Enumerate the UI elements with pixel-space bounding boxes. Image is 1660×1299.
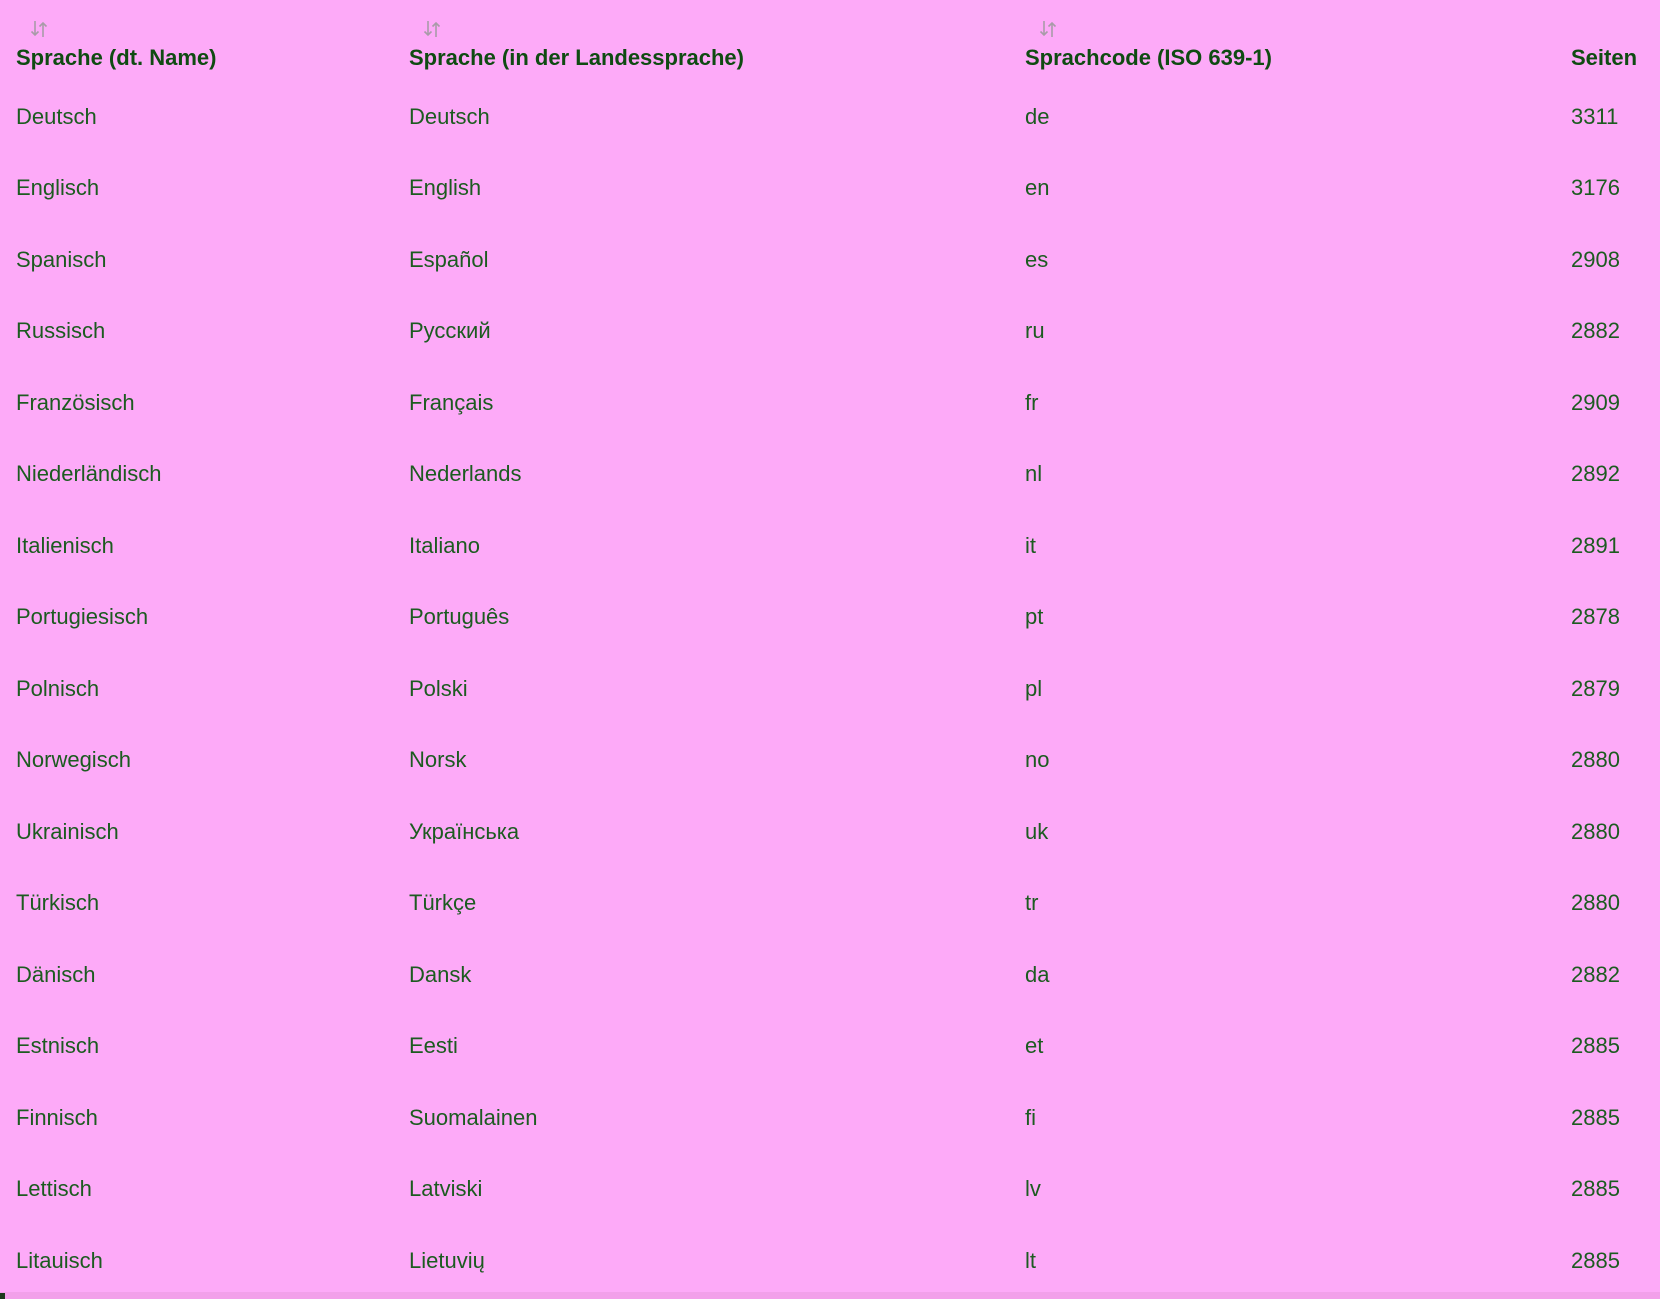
cell-language-german-name: Finnisch xyxy=(16,1104,98,1130)
table-row xyxy=(0,224,1660,296)
cell-pages: 2908 xyxy=(1571,246,1620,272)
table-row xyxy=(0,1082,1660,1154)
bottom-left-artifact xyxy=(0,1293,5,1299)
cell-language-native-name: Lietuvių xyxy=(409,1247,485,1273)
cell-pages: 2878 xyxy=(1571,604,1620,630)
cell-language-german-name: Russisch xyxy=(16,318,106,344)
cell-language-code: lv xyxy=(1025,1176,1041,1202)
cell-language-code: de xyxy=(1025,103,1050,129)
cell-language-native-name: Português xyxy=(409,604,510,630)
cell-language-german-name: Spanisch xyxy=(16,246,107,272)
cell-pages: 2885 xyxy=(1571,1033,1620,1059)
cell-language-code: lt xyxy=(1025,1247,1036,1273)
cell-language-german-name: Italienisch xyxy=(16,532,114,558)
table-row xyxy=(0,367,1660,439)
cell-language-native-name: Español xyxy=(409,246,489,272)
cell-pages: 3311 xyxy=(1571,103,1619,129)
cell-language-german-name: Norwegisch xyxy=(16,747,131,773)
table-row xyxy=(0,153,1660,225)
cell-language-german-name: Niederländisch xyxy=(16,461,162,487)
cell-language-german-name: Portugiesisch xyxy=(16,604,149,630)
cell-language-german-name: Litauisch xyxy=(16,1247,103,1273)
cell-pages: 2909 xyxy=(1571,389,1620,415)
table-row xyxy=(0,296,1660,368)
cell-pages: 2891 xyxy=(1571,532,1620,558)
cell-language-native-name: Polski xyxy=(409,675,468,701)
table-row xyxy=(0,939,1660,1011)
table-row xyxy=(0,1225,1660,1297)
table-row xyxy=(0,725,1660,797)
cell-language-code: it xyxy=(1025,532,1036,558)
cell-language-german-name: Französisch xyxy=(16,389,135,415)
table-row xyxy=(0,439,1660,511)
table-row xyxy=(0,81,1660,153)
column-header-sprachcode[interactable] xyxy=(1025,0,1571,81)
table-row xyxy=(0,653,1660,725)
cell-pages: 2892 xyxy=(1571,461,1620,487)
cell-language-code: es xyxy=(1025,246,1049,272)
cell-language-code: no xyxy=(1025,747,1050,773)
table-row xyxy=(0,796,1660,868)
cell-pages: 2882 xyxy=(1571,961,1620,987)
cell-pages: 2879 xyxy=(1571,675,1620,701)
column-label: Sprache (in der Landessprache) xyxy=(409,45,744,70)
cell-language-code: pt xyxy=(1025,604,1044,630)
table-row xyxy=(0,582,1660,654)
cell-language-native-name: Deutsch xyxy=(409,103,490,129)
table-body xyxy=(0,81,1660,1297)
cell-language-code: tr xyxy=(1025,890,1039,916)
cell-language-native-name: Suomalainen xyxy=(409,1104,538,1130)
table-row xyxy=(0,868,1660,940)
cell-language-native-name: Français xyxy=(409,389,494,415)
cell-language-native-name: Українська xyxy=(409,818,520,844)
sort-arrows-icon xyxy=(29,19,409,43)
cell-language-native-name: English xyxy=(409,175,482,201)
cell-language-native-name: Norsk xyxy=(409,747,467,773)
cell-pages: 2882 xyxy=(1571,318,1620,344)
cell-pages: 2885 xyxy=(1571,1247,1620,1273)
cell-pages: 2885 xyxy=(1571,1176,1620,1202)
cell-language-native-name: Русский xyxy=(409,318,491,344)
column-header-sprache-landessprache[interactable] xyxy=(409,0,1025,81)
cell-language-code: da xyxy=(1025,961,1050,987)
cell-language-code: ru xyxy=(1025,318,1045,344)
table-header-row xyxy=(0,0,1660,81)
cell-language-german-name: Deutsch xyxy=(16,103,97,129)
bottom-strip xyxy=(0,1292,1660,1299)
cell-language-native-name: Latviski xyxy=(409,1176,483,1202)
column-label: Sprachcode (ISO 639-1) xyxy=(1025,45,1272,70)
cell-language-code: en xyxy=(1025,175,1050,201)
cell-language-code: pl xyxy=(1025,675,1043,701)
cell-language-code: fi xyxy=(1025,1104,1036,1130)
table-header xyxy=(0,0,1660,81)
cell-pages: 2885 xyxy=(1571,1104,1620,1130)
cell-language-german-name: Englisch xyxy=(16,175,100,201)
column-label: Sprache (dt. Name) xyxy=(16,45,217,70)
cell-language-native-name: Dansk xyxy=(409,961,472,987)
sort-arrows-icon xyxy=(1038,19,1571,43)
cell-language-german-name: Polnisch xyxy=(16,675,100,701)
cell-pages: 3176 xyxy=(1571,175,1620,201)
cell-pages: 2880 xyxy=(1571,818,1620,844)
cell-pages: 2880 xyxy=(1571,747,1620,773)
cell-language-code: fr xyxy=(1025,389,1039,415)
cell-language-code: nl xyxy=(1025,461,1043,487)
cell-language-german-name: Lettisch xyxy=(16,1176,92,1202)
cell-language-german-name: Dänisch xyxy=(16,961,96,987)
cell-language-german-name: Ukrainisch xyxy=(16,818,119,844)
cell-language-native-name: Italiano xyxy=(409,532,480,558)
cell-language-native-name: Türkçe xyxy=(409,890,477,916)
cell-language-german-name: Türkisch xyxy=(16,890,100,916)
table-row xyxy=(0,1011,1660,1083)
table-row xyxy=(0,510,1660,582)
cell-pages: 2880 xyxy=(1571,890,1620,916)
cell-language-native-name: Nederlands xyxy=(409,461,522,487)
sort-arrows-icon xyxy=(422,19,1025,43)
column-label: Seiten xyxy=(1571,45,1638,70)
cell-language-code: uk xyxy=(1025,818,1049,844)
column-header-seiten xyxy=(1571,0,1660,81)
table-row xyxy=(0,1154,1660,1226)
cell-language-native-name: Eesti xyxy=(409,1033,458,1059)
cell-language-german-name: Estnisch xyxy=(16,1033,100,1059)
column-header-sprache-dt-name[interactable] xyxy=(0,0,409,81)
cell-language-code: et xyxy=(1025,1033,1044,1059)
